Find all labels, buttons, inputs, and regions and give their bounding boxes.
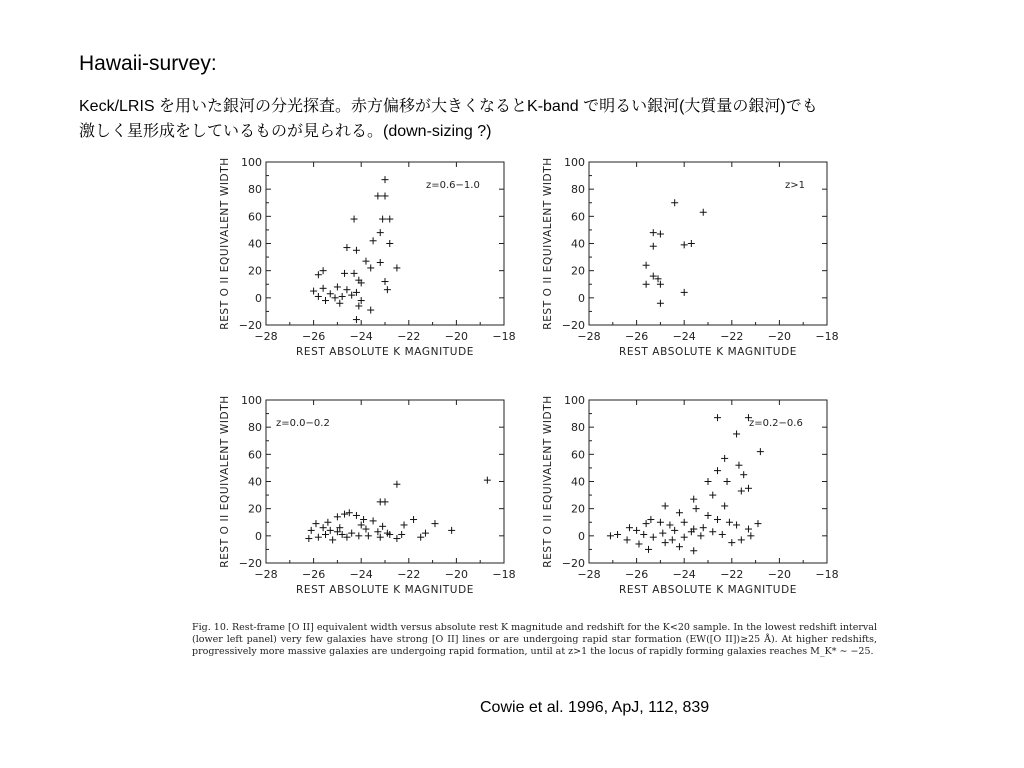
data-point	[633, 527, 640, 534]
data-point	[346, 509, 353, 516]
citation: Cowie et al. 1996, ApJ, 112, 839	[480, 699, 710, 716]
data-point	[657, 230, 664, 237]
chart-bottom-left	[214, 393, 514, 613]
x-tick-label: −28	[254, 568, 278, 581]
data-point	[681, 534, 688, 541]
data-point	[657, 519, 664, 526]
y-tick-label: −20	[561, 557, 585, 570]
chart-panel-top-left	[214, 155, 514, 375]
data-point	[322, 297, 329, 304]
y-tick-label: 0	[578, 291, 585, 305]
y-tick-label: 100	[241, 394, 262, 407]
x-tick-label: −22	[397, 568, 421, 581]
redshift-annotation: z=0.2−0.6	[749, 418, 803, 429]
data-point	[343, 286, 350, 293]
x-tick-label: −20	[767, 568, 792, 581]
data-point	[671, 199, 678, 206]
data-point	[650, 534, 657, 541]
data-point	[643, 262, 650, 269]
x-tick-label: −24	[672, 568, 696, 581]
data-point	[690, 496, 697, 503]
x-axis-label: REST ABSOLUTE K MAGNITUDE	[295, 584, 475, 596]
x-tick-label: −20	[444, 568, 469, 581]
x-tick-label: −22	[397, 330, 421, 343]
data-point	[697, 532, 704, 539]
redshift-annotation: z=0.0−0.2	[276, 418, 330, 429]
data-point	[431, 520, 438, 527]
chart-top-left	[214, 155, 514, 375]
x-tick-label: −22	[720, 330, 744, 343]
data-point	[448, 527, 455, 534]
data-point	[422, 530, 429, 537]
chart-panel-bottom-left	[214, 393, 514, 613]
y-tick-label: 20	[571, 264, 585, 278]
data-point	[733, 430, 740, 437]
data-point	[401, 521, 408, 528]
data-point	[676, 509, 683, 516]
x-axis-label: REST ABSOLUTE K MAGNITUDE	[618, 584, 798, 596]
data-point	[666, 521, 673, 528]
data-point	[341, 270, 348, 277]
y-tick-label: 60	[248, 210, 262, 224]
data-point	[484, 477, 491, 484]
data-point	[341, 511, 348, 518]
x-tick-label: −18	[815, 568, 839, 581]
data-point	[332, 294, 339, 301]
data-point	[327, 527, 334, 534]
data-point	[757, 448, 764, 455]
data-point	[735, 462, 742, 469]
data-point	[334, 283, 341, 290]
data-point	[417, 534, 424, 541]
data-point	[724, 478, 731, 485]
data-point	[324, 519, 331, 526]
data-point	[410, 516, 417, 523]
data-point	[379, 523, 386, 530]
x-tick-label: −20	[444, 330, 469, 343]
data-point	[647, 516, 654, 523]
x-axis-label: REST ABSOLUTE K MAGNITUDE	[618, 346, 798, 358]
y-tick-label: 40	[248, 237, 262, 251]
data-point	[662, 539, 669, 546]
data-point	[308, 527, 315, 534]
x-tick-label: −18	[492, 568, 516, 581]
data-point	[386, 240, 393, 247]
data-point	[353, 316, 360, 323]
data-point	[700, 524, 707, 531]
y-tick-label: 100	[564, 156, 585, 169]
y-tick-label: 100	[564, 394, 585, 407]
redshift-annotation: z=0.6−1.0	[426, 180, 480, 191]
data-point	[320, 285, 327, 292]
data-point	[310, 288, 317, 295]
data-point	[681, 289, 688, 296]
slide-title: Hawaii-survey:	[79, 52, 217, 75]
y-tick-label: −20	[238, 319, 262, 332]
data-point	[398, 531, 405, 538]
y-tick-label: 0	[255, 529, 262, 543]
y-axis-label: REST O II EQUIVALENT WIDTH	[219, 395, 231, 568]
data-point	[351, 270, 358, 277]
data-point	[312, 520, 319, 527]
data-point	[362, 526, 369, 533]
data-point	[336, 300, 343, 307]
y-tick-label: 80	[248, 421, 262, 435]
data-point	[315, 534, 322, 541]
data-point	[657, 300, 664, 307]
data-point	[327, 290, 334, 297]
x-tick-label: −18	[815, 330, 839, 343]
x-tick-label: −28	[254, 330, 278, 343]
data-point	[393, 264, 400, 271]
x-tick-label: −24	[672, 330, 696, 343]
y-axis-label: REST O II EQUIVALENT WIDTH	[542, 395, 554, 568]
data-point	[643, 520, 650, 527]
chart-bottom-right	[537, 393, 837, 613]
data-point	[681, 519, 688, 526]
data-point	[690, 547, 697, 554]
y-axis-label: REST O II EQUIVALENT WIDTH	[542, 157, 554, 330]
data-point	[700, 209, 707, 216]
y-tick-label: 100	[241, 156, 262, 169]
y-tick-label: 40	[571, 475, 585, 489]
data-point	[754, 520, 761, 527]
data-point	[365, 532, 372, 539]
data-point	[709, 492, 716, 499]
data-point	[386, 216, 393, 223]
data-point	[635, 540, 642, 547]
figure-caption: Fig. 10. Rest-frame [O II] equivalent width versus absolute rest K magnitude and redshift for the K<20 sample. In the lowest redshift interval (lower left panel) very few galaxies have strong [O II] lines or are undergoing rapid star formation (EW([O II])≥25 Å). At higher redshifts, progressively more massive galaxies are undergoing rapid formation, until at z>1 the locus of rapidly forming galaxies reaches M_K* ∼ −25.	[192, 622, 877, 657]
data-point	[367, 264, 374, 271]
data-point	[705, 512, 712, 519]
data-point	[377, 498, 384, 505]
data-point	[738, 488, 745, 495]
data-point	[719, 531, 726, 538]
data-point	[738, 536, 745, 543]
subtitle-line-2: 激しく星形成をしているものが見られる。(down-sizing ?)	[79, 123, 492, 140]
data-point	[624, 536, 631, 543]
data-point	[343, 244, 350, 251]
data-point	[643, 281, 650, 288]
slide-subtitle	[79, 94, 979, 144]
data-point	[320, 524, 327, 531]
y-tick-label: 80	[248, 183, 262, 197]
chart-panel-top-right	[537, 155, 837, 375]
data-point	[733, 521, 740, 528]
data-point	[374, 192, 381, 199]
chart-top-right	[537, 155, 837, 375]
data-point	[379, 216, 386, 223]
redshift-annotation: z>1	[785, 180, 805, 191]
data-point	[370, 517, 377, 524]
data-point	[693, 505, 700, 512]
data-point	[745, 485, 752, 492]
x-axis-label: REST ABSOLUTE K MAGNITUDE	[295, 346, 475, 358]
data-point	[726, 519, 733, 526]
x-tick-label: −28	[577, 568, 601, 581]
data-point	[384, 286, 391, 293]
data-point	[721, 455, 728, 462]
data-point	[714, 467, 721, 474]
data-point	[645, 546, 652, 553]
y-tick-label: 40	[248, 475, 262, 489]
y-tick-label: 0	[578, 529, 585, 543]
y-tick-label: 40	[571, 237, 585, 251]
y-tick-label: 20	[571, 502, 585, 516]
data-point	[681, 241, 688, 248]
y-tick-label: 60	[571, 210, 585, 224]
data-point	[659, 530, 666, 537]
subtitle-line-1: Keck/LRIS を用いた銀河の分光探査。赤方偏移が大きくなるとK-band で明るい銀河(大質量の銀河)でも	[79, 98, 818, 115]
data-point	[650, 229, 657, 236]
data-point	[740, 471, 747, 478]
data-point	[367, 307, 374, 314]
x-tick-label: −28	[577, 330, 601, 343]
x-tick-label: −26	[624, 568, 649, 581]
data-point	[355, 532, 362, 539]
x-tick-label: −18	[492, 330, 516, 343]
data-point	[662, 502, 669, 509]
data-point	[370, 237, 377, 244]
data-point	[671, 527, 678, 534]
data-point	[353, 512, 360, 519]
y-axis-label: REST O II EQUIVALENT WIDTH	[219, 157, 231, 330]
data-point	[348, 530, 355, 537]
data-point	[351, 216, 358, 223]
data-point	[353, 247, 360, 254]
data-point	[650, 243, 657, 250]
x-tick-label: −26	[624, 330, 649, 343]
x-tick-label: −24	[349, 568, 373, 581]
data-point	[377, 259, 384, 266]
data-point	[334, 513, 341, 520]
data-point	[728, 539, 735, 546]
x-tick-label: −22	[720, 568, 744, 581]
data-point	[320, 267, 327, 274]
x-tick-label: −24	[349, 330, 373, 343]
data-point	[393, 535, 400, 542]
data-point	[382, 176, 389, 183]
data-point	[339, 293, 346, 300]
data-point	[382, 278, 389, 285]
data-point	[377, 229, 384, 236]
y-tick-label: 0	[255, 291, 262, 305]
x-tick-label: −26	[301, 330, 326, 343]
data-point	[669, 536, 676, 543]
y-tick-label: 20	[248, 264, 262, 278]
chart-panel-bottom-right	[537, 393, 837, 613]
data-point	[688, 240, 695, 247]
data-point	[676, 543, 683, 550]
data-point	[709, 528, 716, 535]
y-tick-label: 60	[248, 448, 262, 462]
data-point	[607, 532, 614, 539]
x-tick-label: −20	[767, 330, 792, 343]
y-tick-label: 80	[571, 421, 585, 435]
data-point	[315, 271, 322, 278]
y-tick-label: 80	[571, 183, 585, 197]
data-point	[315, 293, 322, 300]
data-point	[714, 414, 721, 421]
data-point	[721, 502, 728, 509]
y-tick-label: −20	[561, 319, 585, 332]
data-point	[362, 258, 369, 265]
data-point	[305, 535, 312, 542]
x-tick-label: −26	[301, 568, 326, 581]
y-tick-label: 20	[248, 502, 262, 516]
y-tick-label: −20	[238, 557, 262, 570]
data-point	[714, 516, 721, 523]
data-point	[322, 531, 329, 538]
y-tick-label: 60	[571, 448, 585, 462]
data-point	[705, 478, 712, 485]
data-point	[747, 532, 754, 539]
data-point	[626, 524, 633, 531]
data-point	[382, 192, 389, 199]
data-point	[329, 536, 336, 543]
data-point	[640, 531, 647, 538]
data-point	[614, 531, 621, 538]
data-point	[393, 481, 400, 488]
data-point	[745, 526, 752, 533]
